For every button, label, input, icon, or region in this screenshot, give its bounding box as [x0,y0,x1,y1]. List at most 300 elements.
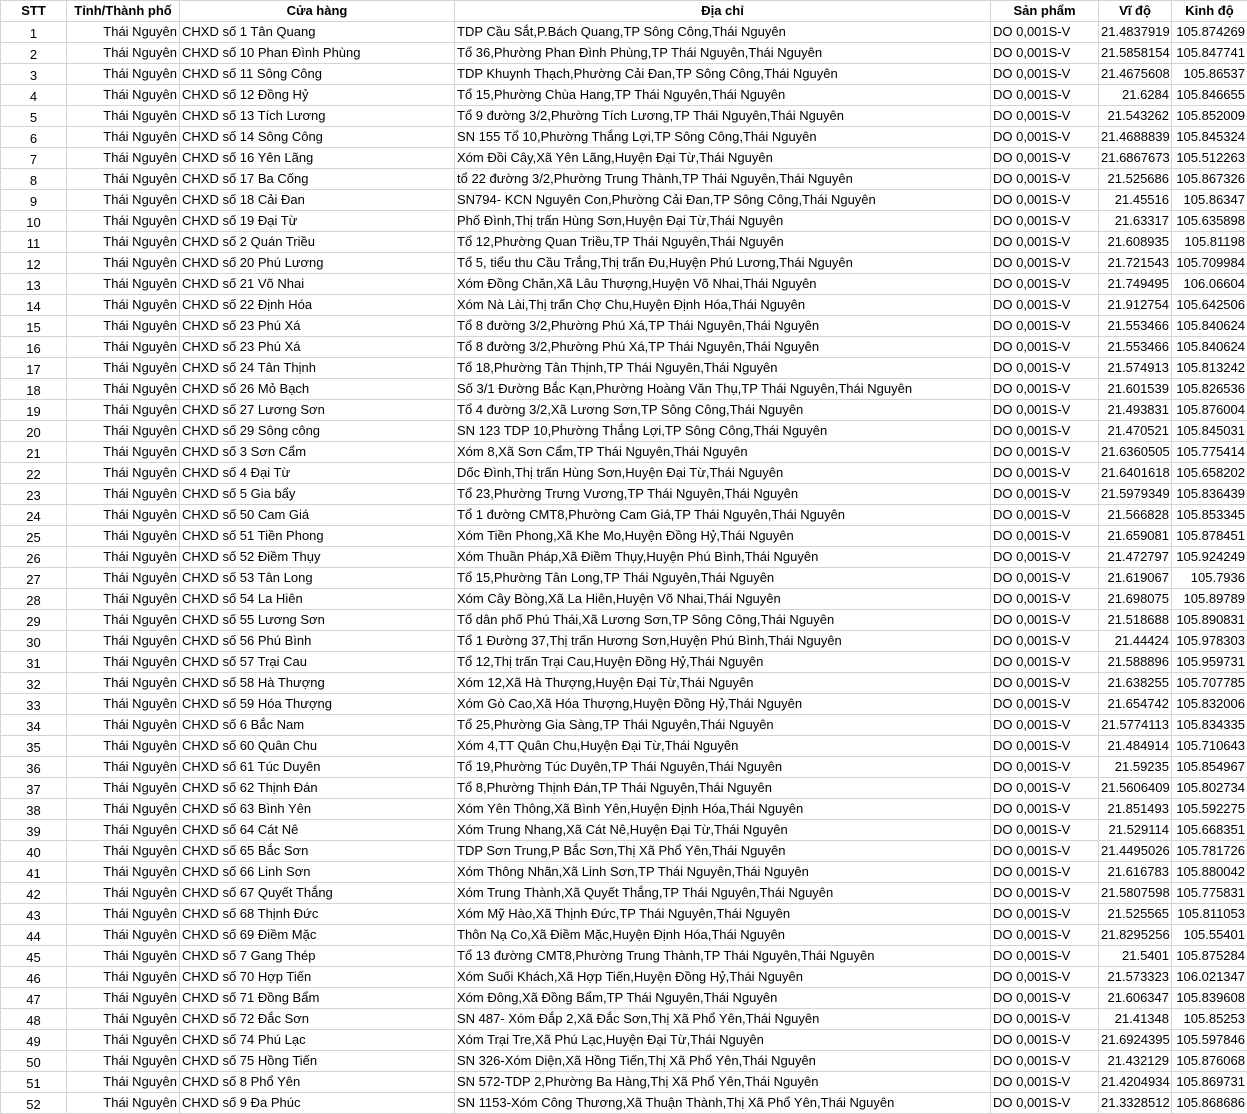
cell-lat[interactable]: 21.553466 [1099,316,1172,337]
cell-product[interactable]: DO 0,001S-V [991,925,1099,946]
cell-province[interactable]: Thái Nguyên [67,85,180,106]
cell-lon[interactable]: 105.86537 [1172,64,1247,85]
cell-address[interactable]: Xóm Trung Thành,Xã Quyết Thắng,TP Thái Nguyên,Thái Nguyên [455,883,991,904]
cell-product[interactable]: DO 0,001S-V [991,379,1099,400]
cell-stt[interactable]: 39 [1,820,67,841]
cell-address[interactable]: SN 326-Xóm Diện,Xã Hồng Tiến,Thị Xã Phổ Yên,Thái Nguyên [455,1051,991,1072]
cell-address[interactable]: Tổ 8 đường 3/2,Phường Phú Xá,TP Thái Nguyên,Thái Nguyên [455,337,991,358]
cell-store[interactable]: CHXD số 71 Đồng Bẩm [180,988,455,1009]
cell-stt[interactable]: 41 [1,862,67,883]
cell-lat[interactable]: 21.659081 [1099,526,1172,547]
cell-province[interactable]: Thái Nguyên [67,736,180,757]
cell-lon[interactable]: 105.846655 [1172,85,1247,106]
cell-province[interactable]: Thái Nguyên [67,904,180,925]
cell-lon[interactable]: 105.840624 [1172,316,1247,337]
cell-province[interactable]: Thái Nguyên [67,316,180,337]
cell-stt[interactable]: 14 [1,295,67,316]
cell-stt[interactable]: 50 [1,1051,67,1072]
cell-address[interactable]: Tổ dân phố Phú Thái,Xã Lương Sơn,TP Sông Công,Thái Nguyên [455,610,991,631]
cell-stt[interactable]: 26 [1,547,67,568]
cell-province[interactable]: Thái Nguyên [67,694,180,715]
cell-store[interactable]: CHXD số 22 Định Hóa [180,295,455,316]
cell-province[interactable]: Thái Nguyên [67,778,180,799]
cell-stt[interactable]: 40 [1,841,67,862]
cell-product[interactable]: DO 0,001S-V [991,1093,1099,1114]
cell-address[interactable]: Xóm Gò Cao,Xã Hóa Thượng,Huyện Đồng Hỷ,Thái Nguyên [455,694,991,715]
cell-province[interactable]: Thái Nguyên [67,442,180,463]
cell-lat[interactable]: 21.638255 [1099,673,1172,694]
cell-address[interactable]: Số 3/1 Đường Bắc Kạn,Phường Hoàng Văn Thụ,TP Thái Nguyên,Thái Nguyên [455,379,991,400]
cell-address[interactable]: Tổ 4 đường 3/2,Xã Lương Sơn,TP Sông Công,Thái Nguyên [455,400,991,421]
cell-address[interactable]: Tổ 36,Phường Phan Đình Phùng,TP Thái Nguyên,Thái Nguyên [455,43,991,64]
cell-lat[interactable]: 21.6924395 [1099,1030,1172,1051]
cell-product[interactable]: DO 0,001S-V [991,673,1099,694]
cell-province[interactable]: Thái Nguyên [67,169,180,190]
cell-product[interactable]: DO 0,001S-V [991,736,1099,757]
cell-lat[interactable]: 21.543262 [1099,106,1172,127]
cell-lat[interactable]: 21.6867673 [1099,148,1172,169]
cell-product[interactable]: DO 0,001S-V [991,988,1099,1009]
cell-store[interactable]: CHXD số 27 Lương Sơn [180,400,455,421]
cell-lat[interactable]: 21.3328512 [1099,1093,1172,1114]
cell-product[interactable]: DO 0,001S-V [991,589,1099,610]
cell-store[interactable]: CHXD số 59 Hóa Thượng [180,694,455,715]
cell-product[interactable]: DO 0,001S-V [991,253,1099,274]
cell-stt[interactable]: 2 [1,43,67,64]
cell-lon[interactable]: 105.642506 [1172,295,1247,316]
cell-product[interactable]: DO 0,001S-V [991,64,1099,85]
cell-stt[interactable]: 4 [1,85,67,106]
cell-lon[interactable]: 105.658202 [1172,463,1247,484]
cell-province[interactable]: Thái Nguyên [67,799,180,820]
cell-address[interactable]: SN 572-TDP 2,Phường Ba Hàng,Thị Xã Phổ Yên,Thái Nguyên [455,1072,991,1093]
cell-address[interactable]: Xóm Đồi Cây,Xã Yên Lãng,Huyện Đại Từ,Thái Nguyên [455,148,991,169]
cell-province[interactable]: Thái Nguyên [67,1051,180,1072]
cell-province[interactable]: Thái Nguyên [67,505,180,526]
cell-store[interactable]: CHXD số 72 Đắc Sơn [180,1009,455,1030]
cell-lat[interactable]: 21.470521 [1099,421,1172,442]
cell-product[interactable]: DO 0,001S-V [991,568,1099,589]
cell-store[interactable]: CHXD số 51 Tiền Phong [180,526,455,547]
cell-province[interactable]: Thái Nguyên [67,337,180,358]
cell-product[interactable]: DO 0,001S-V [991,547,1099,568]
cell-store[interactable]: CHXD số 4 Đại Từ [180,463,455,484]
cell-lon[interactable]: 105.7936 [1172,568,1247,589]
cell-province[interactable]: Thái Nguyên [67,253,180,274]
cell-lat[interactable]: 21.6401618 [1099,463,1172,484]
cell-stt[interactable]: 18 [1,379,67,400]
cell-province[interactable]: Thái Nguyên [67,127,180,148]
header-province[interactable]: Tỉnh/Thành phố [67,1,180,22]
cell-lon[interactable]: 105.813242 [1172,358,1247,379]
cell-lat[interactable]: 21.4688839 [1099,127,1172,148]
cell-stt[interactable]: 30 [1,631,67,652]
cell-province[interactable]: Thái Nguyên [67,484,180,505]
cell-lat[interactable]: 21.4675608 [1099,64,1172,85]
cell-stt[interactable]: 27 [1,568,67,589]
cell-store[interactable]: CHXD số 7 Gang Thép [180,946,455,967]
cell-lon[interactable]: 105.878451 [1172,526,1247,547]
cell-store[interactable]: CHXD số 14 Sông Công [180,127,455,148]
cell-province[interactable]: Thái Nguyên [67,715,180,736]
cell-stt[interactable]: 44 [1,925,67,946]
cell-product[interactable]: DO 0,001S-V [991,316,1099,337]
cell-lon[interactable]: 105.834335 [1172,715,1247,736]
cell-address[interactable]: Xóm 12,Xã Hà Thượng,Huyện Đại Từ,Thái Nguyên [455,673,991,694]
cell-stt[interactable]: 8 [1,169,67,190]
cell-lat[interactable]: 21.5807598 [1099,883,1172,904]
cell-lon[interactable]: 105.845031 [1172,421,1247,442]
cell-lon[interactable]: 105.635898 [1172,211,1247,232]
cell-lat[interactable]: 21.601539 [1099,379,1172,400]
cell-store[interactable]: CHXD số 63 Bình Yên [180,799,455,820]
cell-stt[interactable]: 35 [1,736,67,757]
cell-stt[interactable]: 17 [1,358,67,379]
cell-address[interactable]: Tổ 12,Phường Quan Triều,TP Thái Nguyên,Thái Nguyên [455,232,991,253]
cell-province[interactable]: Thái Nguyên [67,43,180,64]
cell-address[interactable]: SN 123 TDP 10,Phường Thắng Lợi,TP Sông Công,Thái Nguyên [455,421,991,442]
cell-store[interactable]: CHXD số 6 Bắc Nam [180,715,455,736]
cell-store[interactable]: CHXD số 21 Võ Nhai [180,274,455,295]
cell-province[interactable]: Thái Nguyên [67,1093,180,1114]
cell-stt[interactable]: 21 [1,442,67,463]
cell-lon[interactable]: 105.978303 [1172,631,1247,652]
cell-store[interactable]: CHXD số 61 Túc Duyên [180,757,455,778]
cell-stt[interactable]: 51 [1,1072,67,1093]
cell-product[interactable]: DO 0,001S-V [991,358,1099,379]
cell-store[interactable]: CHXD số 26 Mỏ Bạch [180,379,455,400]
cell-lon[interactable]: 105.880042 [1172,862,1247,883]
cell-product[interactable]: DO 0,001S-V [991,1072,1099,1093]
cell-stt[interactable]: 11 [1,232,67,253]
cell-store[interactable]: CHXD số 13 Tích Lương [180,106,455,127]
cell-lon[interactable]: 105.709984 [1172,253,1247,274]
cell-lon[interactable]: 105.781726 [1172,841,1247,862]
cell-lat[interactable]: 21.5401 [1099,946,1172,967]
cell-address[interactable]: Tổ 15,Phường Tân Long,TP Thái Nguyên,Thái Nguyên [455,568,991,589]
cell-address[interactable]: Tổ 12,Thị trấn Trại Cau,Huyện Đồng Hỷ,Thái Nguyên [455,652,991,673]
cell-stt[interactable]: 48 [1,1009,67,1030]
cell-lon[interactable]: 105.86347 [1172,190,1247,211]
cell-lon[interactable]: 105.839608 [1172,988,1247,1009]
cell-store[interactable]: CHXD số 66 Linh Sơn [180,862,455,883]
cell-lat[interactable]: 21.484914 [1099,736,1172,757]
cell-store[interactable]: CHXD số 67 Quyết Thắng [180,883,455,904]
cell-province[interactable]: Thái Nguyên [67,1030,180,1051]
cell-store[interactable]: CHXD số 54 La Hiên [180,589,455,610]
cell-lon[interactable]: 105.876004 [1172,400,1247,421]
header-store[interactable]: Cửa hàng [180,1,455,22]
cell-province[interactable]: Thái Nguyên [67,232,180,253]
cell-lon[interactable]: 106.06604 [1172,274,1247,295]
cell-product[interactable]: DO 0,001S-V [991,757,1099,778]
cell-lat[interactable]: 21.573323 [1099,967,1172,988]
cell-stt[interactable]: 20 [1,421,67,442]
cell-address[interactable]: Xóm Mỹ Hào,Xã Thịnh Đức,TP Thái Nguyên,Thái Nguyên [455,904,991,925]
cell-lon[interactable]: 105.668351 [1172,820,1247,841]
cell-product[interactable]: DO 0,001S-V [991,274,1099,295]
cell-lon[interactable]: 105.845324 [1172,127,1247,148]
cell-store[interactable]: CHXD số 17 Ba Cống [180,169,455,190]
cell-lon[interactable]: 105.89789 [1172,589,1247,610]
cell-product[interactable]: DO 0,001S-V [991,505,1099,526]
cell-lat[interactable]: 21.616783 [1099,862,1172,883]
header-stt[interactable]: STT [1,1,67,22]
cell-address[interactable]: Tổ 1 Đường 37,Thị trấn Hương Sơn,Huyện Phú Bình,Thái Nguyên [455,631,991,652]
cell-store[interactable]: CHXD số 19 Đại Từ [180,211,455,232]
cell-product[interactable]: DO 0,001S-V [991,1030,1099,1051]
cell-lon[interactable]: 105.710643 [1172,736,1247,757]
cell-lon[interactable]: 105.802734 [1172,778,1247,799]
cell-stt[interactable]: 12 [1,253,67,274]
cell-province[interactable]: Thái Nguyên [67,463,180,484]
cell-province[interactable]: Thái Nguyên [67,967,180,988]
cell-lat[interactable]: 21.619067 [1099,568,1172,589]
cell-address[interactable]: Xóm Trại Tre,Xã Phú Lạc,Huyện Đại Từ,Thái Nguyên [455,1030,991,1051]
cell-lon[interactable]: 106.021347 [1172,967,1247,988]
cell-stt[interactable]: 16 [1,337,67,358]
cell-province[interactable]: Thái Nguyên [67,589,180,610]
cell-lon[interactable]: 105.707785 [1172,673,1247,694]
cell-lat[interactable]: 21.432129 [1099,1051,1172,1072]
cell-store[interactable]: CHXD số 60 Quân Chu [180,736,455,757]
cell-store[interactable]: CHXD số 3 Sơn Cẩm [180,442,455,463]
cell-store[interactable]: CHXD số 2 Quán Triều [180,232,455,253]
cell-product[interactable]: DO 0,001S-V [991,127,1099,148]
cell-lat[interactable]: 21.4204934 [1099,1072,1172,1093]
cell-lat[interactable]: 21.41348 [1099,1009,1172,1030]
cell-lon[interactable]: 105.869731 [1172,1072,1247,1093]
cell-store[interactable]: CHXD số 64 Cát Nê [180,820,455,841]
cell-lat[interactable]: 21.525565 [1099,904,1172,925]
cell-province[interactable]: Thái Nguyên [67,673,180,694]
cell-stt[interactable]: 1 [1,22,67,43]
cell-province[interactable]: Thái Nguyên [67,64,180,85]
cell-province[interactable]: Thái Nguyên [67,568,180,589]
cell-lon[interactable]: 105.775831 [1172,883,1247,904]
cell-stt[interactable]: 3 [1,64,67,85]
cell-stt[interactable]: 5 [1,106,67,127]
cell-address[interactable]: Tổ 9 đường 3/2,Phường Tích Lương,TP Thái Nguyên,Thái Nguyên [455,106,991,127]
cell-stt[interactable]: 10 [1,211,67,232]
cell-store[interactable]: CHXD số 68 Thịnh Đức [180,904,455,925]
cell-product[interactable]: DO 0,001S-V [991,190,1099,211]
cell-lon[interactable]: 105.836439 [1172,484,1247,505]
cell-store[interactable]: CHXD số 1 Tân Quang [180,22,455,43]
cell-lat[interactable]: 21.525686 [1099,169,1172,190]
cell-address[interactable]: Xóm Nà Lài,Thị trấn Chợ Chu,Huyện Định Hóa,Thái Nguyên [455,295,991,316]
cell-product[interactable]: DO 0,001S-V [991,337,1099,358]
cell-store[interactable]: CHXD số 70 Hợp Tiến [180,967,455,988]
cell-product[interactable]: DO 0,001S-V [991,463,1099,484]
cell-stt[interactable]: 25 [1,526,67,547]
cell-stt[interactable]: 31 [1,652,67,673]
cell-product[interactable]: DO 0,001S-V [991,148,1099,169]
cell-address[interactable]: Xóm Thuần Pháp,Xã Điềm Thụy,Huyện Phú Bình,Thái Nguyên [455,547,991,568]
cell-lon[interactable]: 105.81198 [1172,232,1247,253]
cell-store[interactable]: CHXD số 58 Hà Thượng [180,673,455,694]
cell-product[interactable]: DO 0,001S-V [991,232,1099,253]
cell-stt[interactable]: 7 [1,148,67,169]
cell-product[interactable]: DO 0,001S-V [991,85,1099,106]
cell-lon[interactable]: 105.875284 [1172,946,1247,967]
cell-lat[interactable]: 21.59235 [1099,757,1172,778]
cell-stt[interactable]: 29 [1,610,67,631]
cell-lat[interactable]: 21.4495026 [1099,841,1172,862]
cell-lon[interactable]: 105.512263 [1172,148,1247,169]
cell-stt[interactable]: 52 [1,1093,67,1114]
cell-store[interactable]: CHXD số 74 Phú Lạc [180,1030,455,1051]
cell-product[interactable]: DO 0,001S-V [991,526,1099,547]
cell-product[interactable]: DO 0,001S-V [991,400,1099,421]
cell-address[interactable]: Dốc Đình,Thị trấn Hùng Sơn,Huyện Đại Từ,Thái Nguyên [455,463,991,484]
cell-address[interactable]: Tổ 19,Phường Túc Duyên,TP Thái Nguyên,Thái Nguyên [455,757,991,778]
cell-stt[interactable]: 37 [1,778,67,799]
cell-address[interactable]: Xóm Yên Thông,Xã Bình Yên,Huyện Định Hóa,Thái Nguyên [455,799,991,820]
cell-stt[interactable]: 24 [1,505,67,526]
cell-province[interactable]: Thái Nguyên [67,883,180,904]
cell-stt[interactable]: 13 [1,274,67,295]
cell-product[interactable]: DO 0,001S-V [991,652,1099,673]
cell-product[interactable]: DO 0,001S-V [991,1009,1099,1030]
cell-province[interactable]: Thái Nguyên [67,757,180,778]
cell-address[interactable]: Tổ 8 đường 3/2,Phường Phú Xá,TP Thái Nguyên,Thái Nguyên [455,316,991,337]
cell-lat[interactable]: 21.553466 [1099,337,1172,358]
cell-product[interactable]: DO 0,001S-V [991,841,1099,862]
cell-lon[interactable]: 105.924249 [1172,547,1247,568]
cell-stt[interactable]: 46 [1,967,67,988]
cell-lat[interactable]: 21.721543 [1099,253,1172,274]
cell-store[interactable]: CHXD số 18 Cải Đan [180,190,455,211]
cell-lon[interactable]: 105.597846 [1172,1030,1247,1051]
cell-lon[interactable]: 105.867326 [1172,169,1247,190]
cell-province[interactable]: Thái Nguyên [67,820,180,841]
cell-address[interactable]: SN 487- Xóm Đắp 2,Xã Đắc Sơn,Thị Xã Phổ Yên,Thái Nguyên [455,1009,991,1030]
cell-lat[interactable]: 21.529114 [1099,820,1172,841]
cell-product[interactable]: DO 0,001S-V [991,295,1099,316]
cell-address[interactable]: Tổ 23,Phường Trưng Vương,TP Thái Nguyên,Thái Nguyên [455,484,991,505]
cell-lat[interactable]: 21.472797 [1099,547,1172,568]
cell-province[interactable]: Thái Nguyên [67,652,180,673]
cell-store[interactable]: CHXD số 52 Điềm Thụy [180,547,455,568]
cell-province[interactable]: Thái Nguyên [67,274,180,295]
cell-store[interactable]: CHXD số 20 Phú Lương [180,253,455,274]
cell-address[interactable]: Tổ 15,Phường Chùa Hang,TP Thái Nguyên,Thái Nguyên [455,85,991,106]
cell-province[interactable]: Thái Nguyên [67,400,180,421]
cell-product[interactable]: DO 0,001S-V [991,106,1099,127]
cell-lat[interactable]: 21.493831 [1099,400,1172,421]
cell-province[interactable]: Thái Nguyên [67,22,180,43]
cell-product[interactable]: DO 0,001S-V [991,169,1099,190]
cell-product[interactable]: DO 0,001S-V [991,946,1099,967]
cell-province[interactable]: Thái Nguyên [67,526,180,547]
cell-lon[interactable]: 105.874269 [1172,22,1247,43]
cell-address[interactable]: Tổ 25,Phường Gia Sàng,TP Thái Nguyên,Thái Nguyên [455,715,991,736]
cell-product[interactable]: DO 0,001S-V [991,631,1099,652]
cell-stt[interactable]: 32 [1,673,67,694]
cell-address[interactable]: Xóm Suối Khách,Xã Hợp Tiến,Huyện Đồng Hỷ,Thái Nguyên [455,967,991,988]
cell-product[interactable]: DO 0,001S-V [991,43,1099,64]
cell-lat[interactable]: 21.44424 [1099,631,1172,652]
cell-product[interactable]: DO 0,001S-V [991,883,1099,904]
cell-lon[interactable]: 105.811053 [1172,904,1247,925]
cell-lon[interactable]: 105.847741 [1172,43,1247,64]
cell-store[interactable]: CHXD số 10 Phan Đình Phùng [180,43,455,64]
cell-lon[interactable]: 105.55401 [1172,925,1247,946]
cell-lon[interactable]: 105.868686 [1172,1093,1247,1114]
cell-lat[interactable]: 21.4837919 [1099,22,1172,43]
cell-lon[interactable]: 105.852009 [1172,106,1247,127]
cell-store[interactable]: CHXD số 16 Yên Lãng [180,148,455,169]
cell-lat[interactable]: 21.6360505 [1099,442,1172,463]
cell-store[interactable]: CHXD số 23 Phú Xá [180,316,455,337]
cell-stt[interactable]: 28 [1,589,67,610]
cell-lon[interactable]: 105.959731 [1172,652,1247,673]
cell-address[interactable]: Xóm Tiền Phong,Xã Khe Mo,Huyện Đồng Hỷ,Thái Nguyên [455,526,991,547]
cell-province[interactable]: Thái Nguyên [67,862,180,883]
header-address[interactable]: Địa chỉ [455,1,991,22]
cell-lat[interactable]: 21.606347 [1099,988,1172,1009]
cell-store[interactable]: CHXD số 50 Cam Giá [180,505,455,526]
cell-store[interactable]: CHXD số 5 Gia bẩy [180,484,455,505]
cell-address[interactable]: Thôn Nạ Co,Xã Điềm Mặc,Huyện Định Hóa,Thái Nguyên [455,925,991,946]
cell-lon[interactable]: 105.890831 [1172,610,1247,631]
cell-address[interactable]: Tổ 1 đường CMT8,Phường Cam Giá,TP Thái Nguyên,Thái Nguyên [455,505,991,526]
cell-province[interactable]: Thái Nguyên [67,190,180,211]
cell-store[interactable]: CHXD số 53 Tân Long [180,568,455,589]
cell-lon[interactable]: 105.592275 [1172,799,1247,820]
cell-stt[interactable]: 38 [1,799,67,820]
cell-province[interactable]: Thái Nguyên [67,106,180,127]
cell-province[interactable]: Thái Nguyên [67,358,180,379]
cell-stt[interactable]: 23 [1,484,67,505]
cell-store[interactable]: CHXD số 65 Bắc Sơn [180,841,455,862]
cell-product[interactable]: DO 0,001S-V [991,715,1099,736]
cell-store[interactable]: CHXD số 9 Đa Phúc [180,1093,455,1114]
cell-province[interactable]: Thái Nguyên [67,379,180,400]
cell-product[interactable]: DO 0,001S-V [991,211,1099,232]
cell-address[interactable]: Xóm Trung Nhang,Xã Cát Nê,Huyện Đại Từ,Thái Nguyên [455,820,991,841]
cell-lat[interactable]: 21.518688 [1099,610,1172,631]
cell-province[interactable]: Thái Nguyên [67,1072,180,1093]
cell-lat[interactable]: 21.5858154 [1099,43,1172,64]
cell-address[interactable]: Xóm Cây Bòng,Xã La Hiên,Huyện Võ Nhai,Thái Nguyên [455,589,991,610]
cell-product[interactable]: DO 0,001S-V [991,862,1099,883]
cell-lon[interactable]: 105.876068 [1172,1051,1247,1072]
cell-lat[interactable]: 21.6284 [1099,85,1172,106]
cell-province[interactable]: Thái Nguyên [67,610,180,631]
cell-stt[interactable]: 33 [1,694,67,715]
cell-store[interactable]: CHXD số 56 Phú Bình [180,631,455,652]
cell-lat[interactable]: 21.63317 [1099,211,1172,232]
cell-lat[interactable]: 21.5979349 [1099,484,1172,505]
cell-product[interactable]: DO 0,001S-V [991,22,1099,43]
cell-address[interactable]: Tổ 18,Phường Tân Thịnh,TP Thái Nguyên,Thái Nguyên [455,358,991,379]
cell-store[interactable]: CHXD số 23 Phú Xá [180,337,455,358]
cell-province[interactable]: Thái Nguyên [67,211,180,232]
cell-province[interactable]: Thái Nguyên [67,631,180,652]
cell-address[interactable]: TDP Sơn Trung,P Bắc Sơn,Thị Xã Phổ Yên,Thái Nguyên [455,841,991,862]
cell-stt[interactable]: 9 [1,190,67,211]
cell-address[interactable]: Tổ 8,Phường Thịnh Đán,TP Thái Nguyên,Thái Nguyên [455,778,991,799]
cell-store[interactable]: CHXD số 55 Lương Sơn [180,610,455,631]
cell-stt[interactable]: 19 [1,400,67,421]
cell-lon[interactable]: 105.85253 [1172,1009,1247,1030]
cell-address[interactable]: SN794- KCN Nguyên Con,Phường Cải Đan,TP Sông Công,Thái Nguyên [455,190,991,211]
cell-stt[interactable]: 45 [1,946,67,967]
cell-address[interactable]: TDP Cầu Sắt,P.Bách Quang,TP Sông Công,Thái Nguyên [455,22,991,43]
cell-province[interactable]: Thái Nguyên [67,421,180,442]
